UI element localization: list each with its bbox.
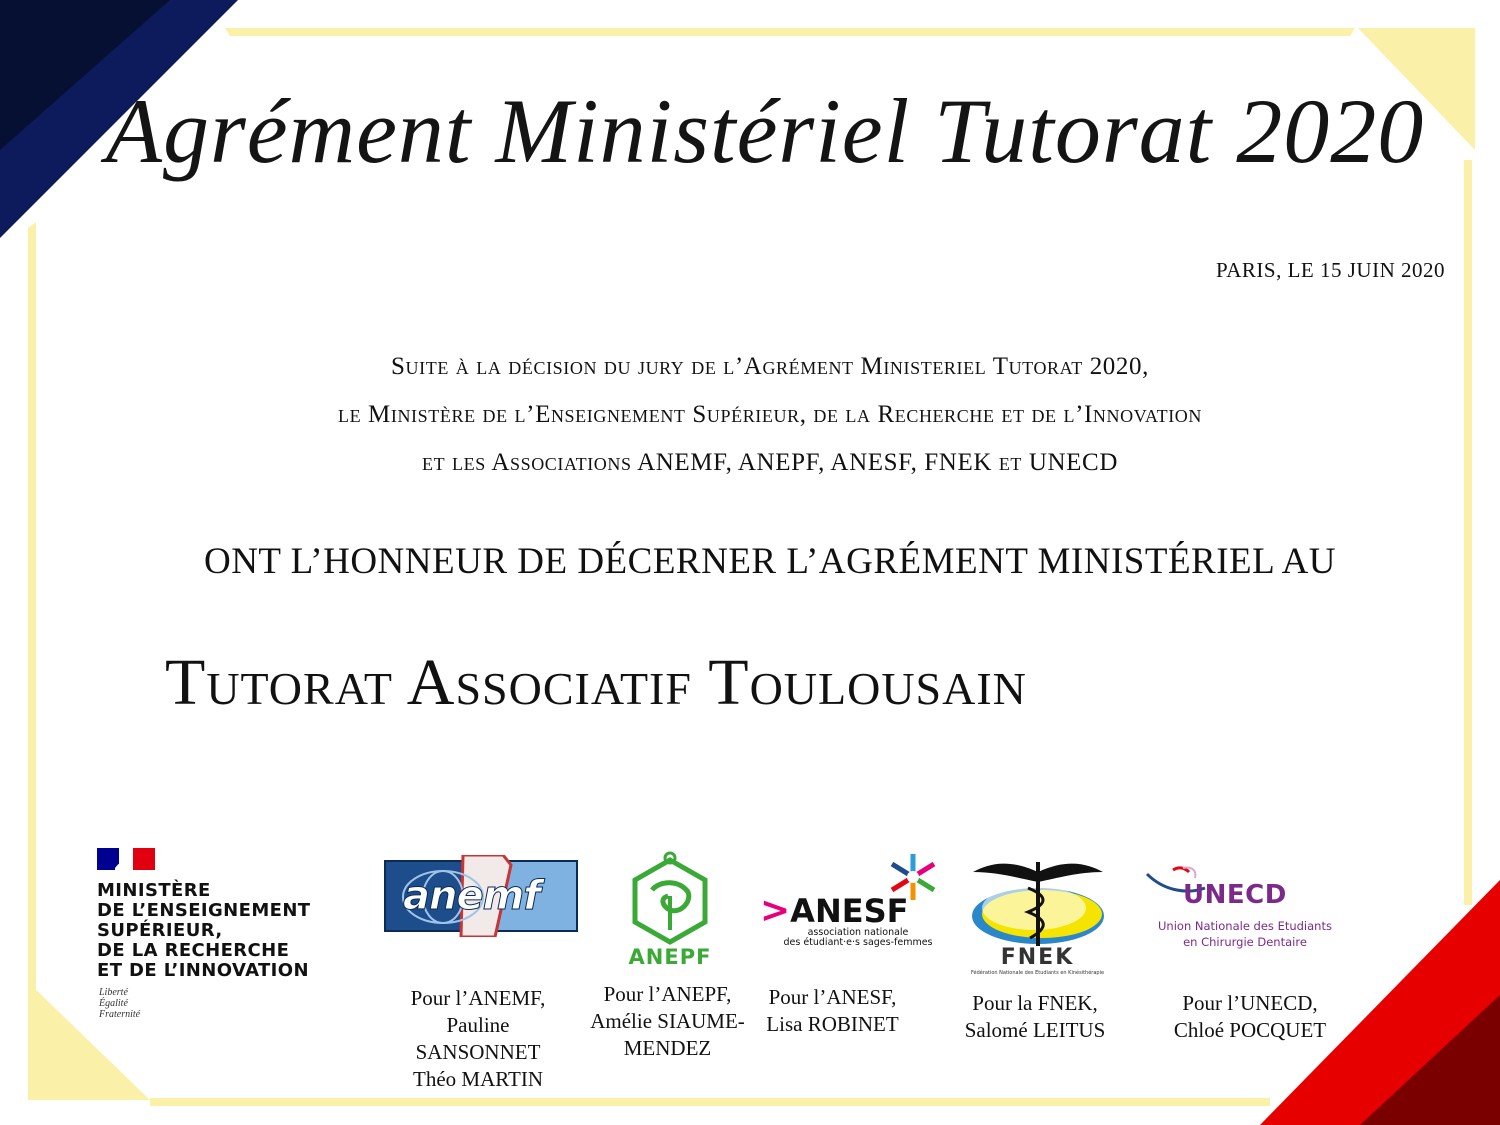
anemf-logo bbox=[383, 855, 579, 942]
signatory-unecd bbox=[1160, 990, 1340, 1044]
signatory-line: Pour l’UNECD, bbox=[1182, 991, 1318, 1015]
unecd-logo-subtext: Union Nationale des Etudiants bbox=[1158, 919, 1332, 933]
signatory-line: Pour l’ANESF, bbox=[768, 985, 897, 1009]
signatory-anemf bbox=[398, 985, 558, 1093]
anemf-logo-text: anemf bbox=[403, 873, 540, 919]
signatory-line: Pour la FNEK, bbox=[972, 991, 1098, 1015]
certificate-title: Agrément Ministériel Tutorat 2020 bbox=[105, 80, 1425, 182]
gold-border-bottom bbox=[150, 1098, 1270, 1106]
gold-border-top bbox=[225, 28, 1355, 36]
ministry-logo-line: MINISTÈRE bbox=[97, 880, 211, 901]
decision-line: et les Associations ANEMF, ANEPF, ANESF, FNEK et UNECD bbox=[422, 449, 1118, 476]
signatory-fnek bbox=[950, 990, 1120, 1044]
caduceus-icon bbox=[968, 858, 1108, 948]
anesf-logo-subtext: des étudiant·e·s sages-femmes bbox=[783, 937, 933, 948]
fnek-logo-text: FNEK bbox=[1000, 945, 1075, 970]
signatory-line: MENDEZ bbox=[623, 1036, 712, 1060]
decision-line: Suite à la décision du jury de l’Agrément Ministeriel Tutorat 2020, bbox=[391, 353, 1149, 380]
unecd-logo-subtext: en Chirurgie Dentaire bbox=[1183, 935, 1307, 949]
anesf-logo-text: ANESF bbox=[790, 892, 909, 930]
signatory-line: Théo MARTIN bbox=[413, 1067, 543, 1091]
motto-line: Égalité bbox=[99, 998, 128, 1009]
anepf-hexagon-icon bbox=[630, 850, 710, 946]
signatory-line: Pauline bbox=[446, 1013, 510, 1037]
signatory-line: SANSONNET bbox=[415, 1040, 541, 1064]
signatory-line: Chloé POCQUET bbox=[1173, 1018, 1327, 1042]
anepf-logo bbox=[615, 850, 725, 969]
ministry-logo-line: SUPÉRIEUR, bbox=[97, 920, 223, 941]
signatory-line: Lisa ROBINET bbox=[766, 1012, 899, 1036]
fnek-logo bbox=[965, 858, 1110, 976]
issue-date: PARIS, LE 15 JUIN 2020 bbox=[1216, 258, 1445, 282]
ministry-logo-line: ET DE L’INNOVATION bbox=[97, 960, 309, 981]
fnek-logo-subtext: Fédération Nationale des Etudiants en Kinésithérapie bbox=[970, 970, 1105, 976]
ministry-logo-line: DE L’ENSEIGNEMENT bbox=[97, 900, 311, 921]
gold-border-right bbox=[1464, 160, 1472, 905]
signatory-line: Pour l’ANEMF, bbox=[410, 986, 546, 1010]
signatory-anepf bbox=[585, 981, 750, 1062]
signatory-line: Pour l’ANEPF, bbox=[603, 982, 732, 1006]
honor-line: ONT L’HONNEUR DE DÉCERNER L’AGRÉMENT MINISTÉRIEL AU bbox=[203, 541, 1337, 582]
anepf-logo-text: ANEPF bbox=[628, 945, 712, 969]
unecd-logo-text: UNECD bbox=[1183, 880, 1287, 910]
motto-line: Fraternité bbox=[99, 1009, 141, 1020]
signatory-anesf bbox=[755, 984, 910, 1038]
ministry-logo-line: DE LA RECHERCHE bbox=[97, 940, 290, 961]
marianne-flag-icon bbox=[97, 848, 157, 872]
signatory-line: Amélie SIAUME- bbox=[590, 1009, 745, 1033]
decision-line: le Ministère de l’Enseignement Supérieur, de la Recherche et de l’Innovation bbox=[338, 401, 1202, 428]
anesf-logo-subtext: association nationale bbox=[807, 927, 909, 938]
motto-line: Liberté bbox=[99, 987, 128, 998]
decision-text bbox=[0, 343, 1500, 487]
signatory-line: Salomé LEITUS bbox=[964, 1018, 1106, 1042]
ministry-logo bbox=[97, 848, 347, 1020]
anesf-chevron-icon: > bbox=[760, 890, 791, 931]
recipient-name: Tutorat Associatif Toulousain bbox=[165, 646, 1027, 719]
